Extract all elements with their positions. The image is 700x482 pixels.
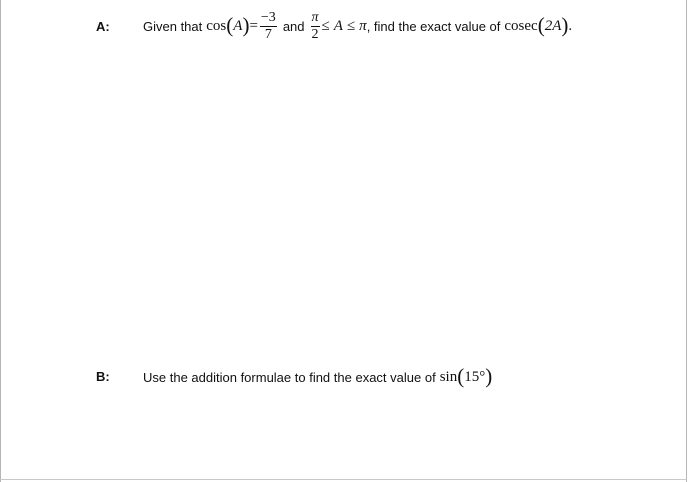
pi-symbol: π xyxy=(359,17,367,34)
period: . xyxy=(568,17,573,34)
fraction-denominator: 2 xyxy=(311,26,319,42)
and-word: and xyxy=(282,18,305,34)
fraction-minus-three-sevenths xyxy=(260,11,277,42)
open-paren: ( xyxy=(537,12,545,37)
page-border-right xyxy=(686,0,687,482)
question-b-prefix: Use the addition formulae to find the exact value of xyxy=(143,369,436,385)
sin-argument: 15° xyxy=(464,368,486,385)
page-border-bottom xyxy=(0,479,687,480)
fraction-pi-over-two xyxy=(311,11,320,42)
question-a-suffix: , find the exact value of xyxy=(366,18,501,34)
less-equal-sign: ≤ xyxy=(346,17,356,34)
question-a-prefix: Given that xyxy=(143,18,203,34)
fraction-denominator: 7 xyxy=(264,26,272,42)
page-border-left xyxy=(0,0,1,482)
cosec-function: cosec xyxy=(504,17,538,34)
fraction-numerator: −3 xyxy=(260,9,276,25)
angle-variable: A xyxy=(333,17,343,34)
open-paren: ( xyxy=(226,12,234,37)
equals-sign: = xyxy=(249,17,258,34)
close-paren: ) xyxy=(242,12,250,37)
close-paren: ) xyxy=(485,363,493,388)
question-a-text xyxy=(143,10,572,42)
sin-function: sin xyxy=(439,368,458,385)
fraction-numerator: π xyxy=(311,9,319,25)
question-b-text xyxy=(143,363,492,391)
question-b-label: B: xyxy=(96,369,110,384)
close-paren: ) xyxy=(561,12,569,37)
cos-argument: A xyxy=(233,17,243,34)
cos-function: cos xyxy=(206,17,227,34)
less-equal-sign: ≤ xyxy=(321,17,330,34)
open-paren: ( xyxy=(457,363,465,388)
question-a-label: A: xyxy=(96,19,110,34)
cosec-argument: 2A xyxy=(544,17,562,34)
